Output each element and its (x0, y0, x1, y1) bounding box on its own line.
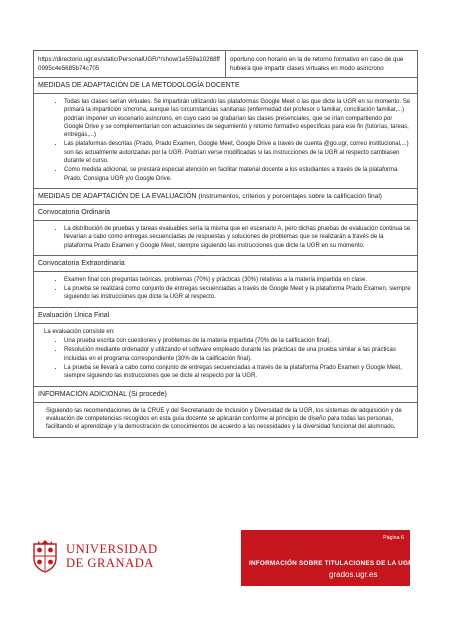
unica-section (34, 324, 417, 387)
page-number: Página 6 (383, 535, 404, 541)
metodologia-section (34, 94, 417, 189)
university-name-line2: DE GRANADA (66, 556, 154, 570)
metodologia-heading: MEDIDAS DE ADAPTACIÓN DE LA METODOLOGÍA DOCENTE (34, 78, 417, 94)
extraordinaria-list (40, 276, 411, 302)
ordinaria-section (34, 221, 417, 256)
university-logo (30, 538, 158, 574)
list-item: • Una prueba escrita con cuestiones y problemas de la materia impartida (70% de la calificación final). (64, 337, 411, 345)
document-page (33, 50, 418, 438)
university-name (66, 542, 158, 570)
list-item: • Todas las clases serían virtuales. Se impartirán utilizando las plataformas Google Meet o las que dicte la UGR en su momento. Se primará la impartición síncrona, aunque las circunstancias sanitarias (enfermedad del profesor o familiar, conciliación familiar,...) podrían imponer un escenario asíncrono, en cuyo caso se grabarían las clases presenciales, que se irían compartiendo por Google Drive y se complementarían con actuaciones de seguimiento y retorno formativo específicas para ese fin (tutorías, tareas, entregas,...) (64, 98, 411, 139)
list-item: • Las plataformas descritas (Prado, Prado Examen, Google Meet, Google Drive a través de cuenta @go.ugr, correo institucional,...) son las actualmente autorizadas por la UGR. Podrían verse modificadas si las instrucciones de la UGR al respecto cambiasen durante el curso. (64, 140, 411, 165)
extraordinaria-section (34, 272, 417, 308)
banner-title: INFORMACIÓN SOBRE TITULACIONES DE LA UGR (249, 560, 413, 567)
evaluacion-heading-title: MEDIDAS DE ADAPTACIÓN DE LA EVALUACIÓN (38, 192, 197, 200)
titulaciones-banner (241, 530, 413, 586)
tutoring-note: oportuno con horario en la de retorno formativo en caso de que hubiera que impartir clases virtuales en modo asíncrono (225, 51, 417, 77)
list-item: • La distribución de pruebas y tareas evaluables sería la misma que en escenario A, pero dichas pruebas de evaluación continua se llevarían a cabo como entregas secuenciadas de respuestas y soluciones de problemas que se realizarán a través de la plataforma Prado Examen y Google Meet, siempre siguiendo las instrucciones que dicte la UGR en su momento. (64, 225, 411, 250)
unica-list (40, 337, 411, 380)
list-item: • La prueba se llevará a cabo como conjunto de entregas secuenciadas a través de la plataforma Prado Examen y Google Meet, siempre siguiendo las instrucciones que se dicte al respecto por la UGR. (64, 364, 411, 381)
guide-table (33, 50, 418, 438)
list-item: • Como medida adicional, se prestará especial atención en facilitar material docente a los estudiantes a través de la plataforma Prado, Consigna UGR y/o Google Drive. (64, 166, 411, 183)
coat-of-arms-icon (30, 538, 60, 574)
banner-url[interactable]: grados.ugr.es (329, 570, 378, 579)
ordinaria-list (40, 225, 411, 250)
adicional-heading: INFORMACIÓN ADICIONAL (Si procede) (34, 387, 417, 403)
university-name-line1: UNIVERSIDAD (66, 542, 158, 556)
metodologia-list (40, 98, 411, 183)
directory-link[interactable]: https://directorio.ugr.es/static/PersonalUGR/*/show/1e559a10288ff0995c4e5685b74c705 (38, 56, 220, 72)
evaluacion-heading-sub: (Instrumentos, criterios y porcentajes sobre la calificación final) (198, 192, 383, 200)
unica-intro: La evaluación consiste en: (44, 328, 115, 335)
page-footer (0, 530, 450, 590)
list-item: • La prueba se realizará como conjunto de entregas secuenciadas a través de Google Meet y la plataforma Prado Examen, siempre siguiendo las instrucciones que dicte la UGR al respecto. (64, 285, 411, 302)
unica-heading: Evaluación Única Final (34, 308, 417, 324)
list-item: • Examen final con preguntas teóricas, problemas (70%) y prácticas (30%) relativas a la materia impartida en clase. (64, 276, 411, 284)
extraordinaria-heading: Convocatoria Extraordinaria (34, 256, 417, 272)
adicional-text: Siguiendo las recomendaciones de la CRUE y del Secretariado de Inclusión y Diversidad de la UGR, los sistemas de adquisición y de evaluación de competencias recogidos en esta guía docente se aplicarán conforme al principio de diseño para todas las personas, facilitando el aprendizaje y la demostración de conocimientos de acuerdo a las necesidades y la diversidad funcional del alumnado. (34, 403, 417, 438)
ordinaria-heading: Convocatoria Ordinaria (34, 205, 417, 221)
list-item: • Resolución mediante ordenador y utilizando el software empleado durante las prácticas de una prueba similar a las prácticas incluidas en el programa correspondiente (30% de la calificación final). (64, 346, 411, 363)
top-row (34, 51, 417, 78)
evaluacion-heading (34, 189, 417, 205)
